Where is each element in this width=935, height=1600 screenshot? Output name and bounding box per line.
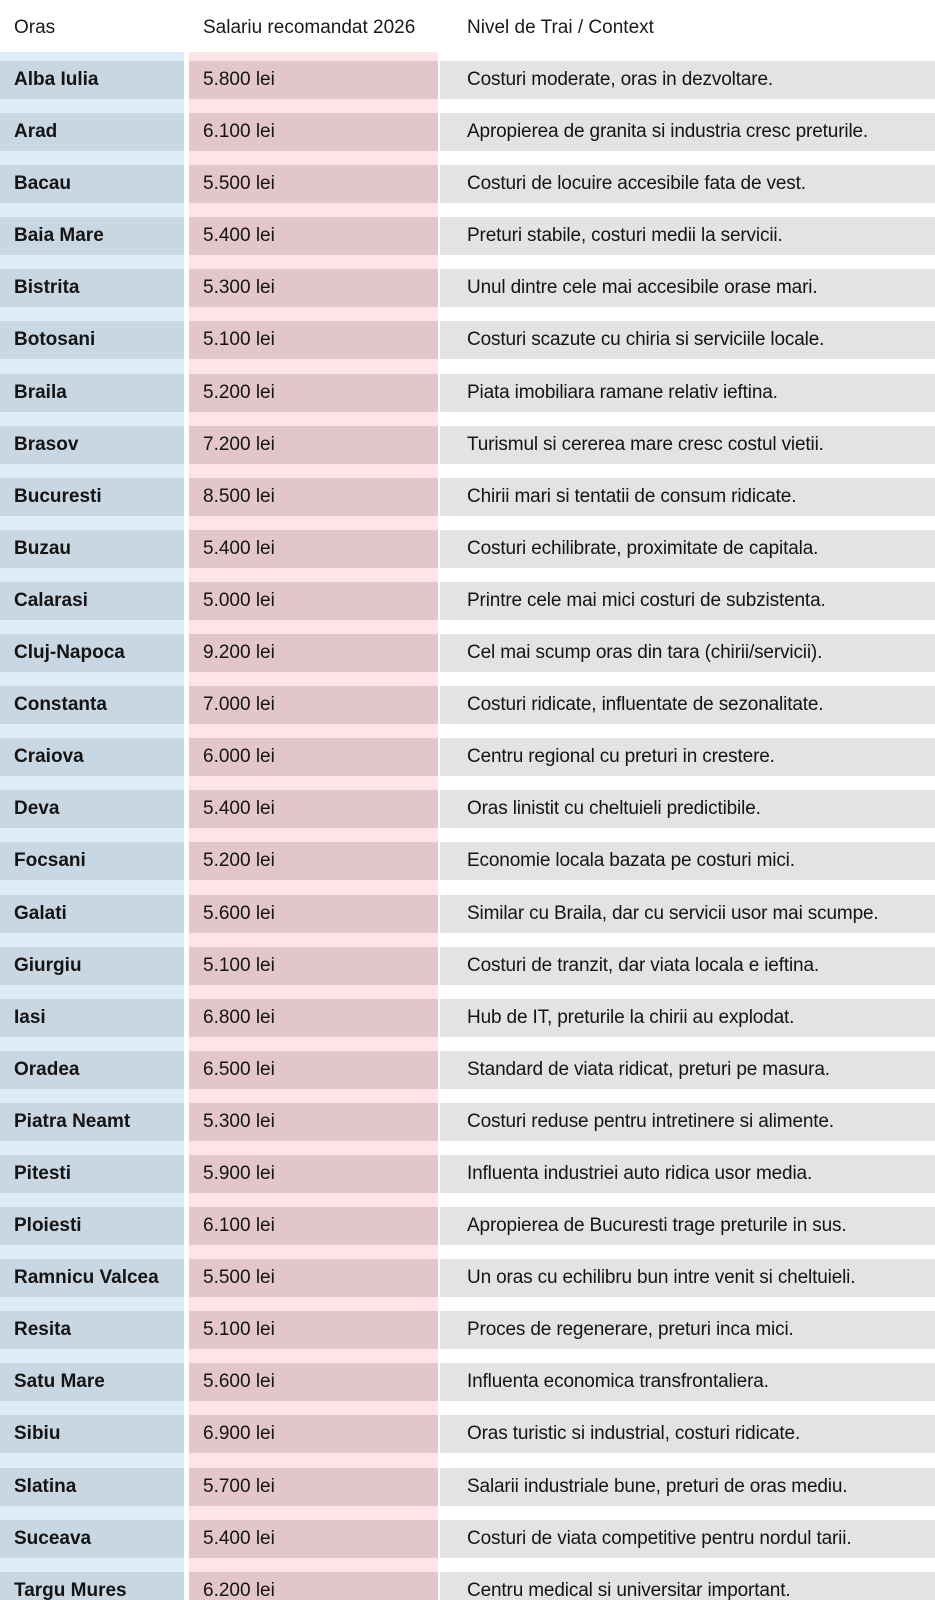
context-cell: Oras linistit cu cheltuieli predictibile. bbox=[440, 790, 935, 828]
context-cell: Piata imobiliara ramane relativ ieftina. bbox=[440, 374, 935, 412]
context-cell: Economie locala bazata pe costuri mici. bbox=[440, 842, 935, 880]
context-cell: Centru medical si universitar important. bbox=[440, 1572, 935, 1600]
context-cell: Costuri reduse pentru intretinere si alimente. bbox=[440, 1103, 935, 1141]
salary-cell: 5.100 lei bbox=[189, 1311, 438, 1349]
context-cell: Salarii industriale bune, preturi de oras mediu. bbox=[440, 1468, 935, 1506]
table-row bbox=[0, 426, 935, 478]
context-cell: Unul dintre cele mai accesibile orase mari. bbox=[440, 269, 935, 307]
salary-cell: 5.500 lei bbox=[189, 165, 438, 203]
context-cell: Costuri de tranzit, dar viata locala e ieftina. bbox=[440, 947, 935, 985]
salary-cell: 7.000 lei bbox=[189, 686, 438, 724]
salary-cell: 5.300 lei bbox=[189, 1103, 438, 1141]
table-row bbox=[0, 999, 935, 1051]
context-cell: Cel mai scump oras din tara (chirii/servicii). bbox=[440, 634, 935, 672]
city-cell: Bucuresti bbox=[0, 478, 184, 516]
city-cell: Piatra Neamt bbox=[0, 1103, 184, 1141]
context-cell: Costuri moderate, oras in dezvoltare. bbox=[440, 61, 935, 99]
salary-cell: 6.100 lei bbox=[189, 113, 438, 151]
table-row bbox=[0, 1051, 935, 1103]
salary-cell: 5.000 lei bbox=[189, 582, 438, 620]
city-cell: Calarasi bbox=[0, 582, 184, 620]
table-row bbox=[0, 1103, 935, 1155]
header-salary: Salariu recomandat 2026 bbox=[203, 17, 416, 38]
table-row bbox=[0, 217, 935, 269]
table-row bbox=[0, 1415, 935, 1467]
salary-cell: 6.800 lei bbox=[189, 999, 438, 1037]
table-row bbox=[0, 61, 935, 113]
table-row bbox=[0, 895, 935, 947]
table-header bbox=[0, 0, 935, 52]
salary-cell: 5.700 lei bbox=[189, 1468, 438, 1506]
city-cell: Resita bbox=[0, 1311, 184, 1349]
context-cell: Costuri de viata competitive pentru nordul tarii. bbox=[440, 1520, 935, 1558]
salary-cell: 5.600 lei bbox=[189, 1363, 438, 1401]
city-cell: Ploiesti bbox=[0, 1207, 184, 1245]
table-row bbox=[0, 1363, 935, 1415]
city-cell: Arad bbox=[0, 113, 184, 151]
city-cell: Bistrita bbox=[0, 269, 184, 307]
city-cell: Brasov bbox=[0, 426, 184, 464]
salary-cell: 5.200 lei bbox=[189, 374, 438, 412]
salary-cell: 5.100 lei bbox=[189, 321, 438, 359]
city-cell: Suceava bbox=[0, 1520, 184, 1558]
context-cell: Printre cele mai mici costuri de subzistenta. bbox=[440, 582, 935, 620]
salary-cell: 5.100 lei bbox=[189, 947, 438, 985]
context-cell: Preturi stabile, costuri medii la servicii. bbox=[440, 217, 935, 255]
city-cell: Botosani bbox=[0, 321, 184, 359]
city-cell: Constanta bbox=[0, 686, 184, 724]
city-cell: Alba Iulia bbox=[0, 61, 184, 99]
salary-cell: 6.000 lei bbox=[189, 738, 438, 776]
table-row bbox=[0, 582, 935, 634]
context-cell: Influenta industriei auto ridica usor media. bbox=[440, 1155, 935, 1193]
table-row bbox=[0, 321, 935, 373]
city-cell: Bacau bbox=[0, 165, 184, 203]
table-row bbox=[0, 165, 935, 217]
table-row bbox=[0, 634, 935, 686]
context-cell: Turismul si cererea mare cresc costul vietii. bbox=[440, 426, 935, 464]
context-cell: Costuri ridicate, influentate de sezonalitate. bbox=[440, 686, 935, 724]
context-cell: Proces de regenerare, preturi inca mici. bbox=[440, 1311, 935, 1349]
city-cell: Baia Mare bbox=[0, 217, 184, 255]
salary-cell: 5.900 lei bbox=[189, 1155, 438, 1193]
table-row bbox=[0, 1207, 935, 1259]
context-cell: Apropierea de Bucuresti trage preturile in sus. bbox=[440, 1207, 935, 1245]
city-cell: Buzau bbox=[0, 530, 184, 568]
salary-cell: 9.200 lei bbox=[189, 634, 438, 672]
city-cell: Galati bbox=[0, 895, 184, 933]
table-row bbox=[0, 790, 935, 842]
table-row bbox=[0, 947, 935, 999]
table-row bbox=[0, 113, 935, 165]
salary-cell: 5.400 lei bbox=[189, 217, 438, 255]
table-body bbox=[0, 61, 935, 1600]
table-row bbox=[0, 1468, 935, 1520]
header-context: Nivel de Trai / Context bbox=[467, 17, 654, 38]
city-cell: Satu Mare bbox=[0, 1363, 184, 1401]
context-cell: Un oras cu echilibru bun intre venit si cheltuieli. bbox=[440, 1259, 935, 1297]
table-row bbox=[0, 269, 935, 321]
table-row bbox=[0, 1520, 935, 1572]
city-cell: Ramnicu Valcea bbox=[0, 1259, 184, 1297]
context-cell: Oras turistic si industrial, costuri ridicate. bbox=[440, 1415, 935, 1453]
context-cell: Chirii mari si tentatii de consum ridicate. bbox=[440, 478, 935, 516]
salary-cell: 6.100 lei bbox=[189, 1207, 438, 1245]
context-cell: Similar cu Braila, dar cu servicii usor mai scumpe. bbox=[440, 895, 935, 933]
salary-cell: 8.500 lei bbox=[189, 478, 438, 516]
salary-cell: 5.600 lei bbox=[189, 895, 438, 933]
salary-cell: 5.300 lei bbox=[189, 269, 438, 307]
city-cell: Iasi bbox=[0, 999, 184, 1037]
table-row bbox=[0, 1572, 935, 1600]
table-row bbox=[0, 686, 935, 738]
salary-cell: 5.800 lei bbox=[189, 61, 438, 99]
city-cell: Cluj-Napoca bbox=[0, 634, 184, 672]
context-cell: Costuri de locuire accesibile fata de vest. bbox=[440, 165, 935, 203]
salary-cell: 6.900 lei bbox=[189, 1415, 438, 1453]
city-cell: Giurgiu bbox=[0, 947, 184, 985]
city-cell: Targu Mures bbox=[0, 1572, 184, 1600]
salary-cell: 5.400 lei bbox=[189, 790, 438, 828]
city-cell: Deva bbox=[0, 790, 184, 828]
header-city: Oras bbox=[14, 17, 56, 38]
city-cell: Slatina bbox=[0, 1468, 184, 1506]
table-row bbox=[0, 1311, 935, 1363]
salary-cell: 5.400 lei bbox=[189, 1520, 438, 1558]
city-cell: Focsani bbox=[0, 842, 184, 880]
context-cell: Hub de IT, preturile la chirii au explodat. bbox=[440, 999, 935, 1037]
table-row bbox=[0, 1155, 935, 1207]
city-cell: Oradea bbox=[0, 1051, 184, 1089]
context-cell: Costuri scazute cu chiria si serviciile locale. bbox=[440, 321, 935, 359]
context-cell: Apropierea de granita si industria cresc preturile. bbox=[440, 113, 935, 151]
city-cell: Craiova bbox=[0, 738, 184, 776]
context-cell: Standard de viata ridicat, preturi pe masura. bbox=[440, 1051, 935, 1089]
table-row bbox=[0, 842, 935, 894]
table-row bbox=[0, 374, 935, 426]
salary-cell: 5.400 lei bbox=[189, 530, 438, 568]
table-row bbox=[0, 1259, 935, 1311]
table-row bbox=[0, 530, 935, 582]
salary-cell: 7.200 lei bbox=[189, 426, 438, 464]
city-cell: Pitesti bbox=[0, 1155, 184, 1193]
table-row bbox=[0, 478, 935, 530]
city-cell: Braila bbox=[0, 374, 184, 412]
salary-cell: 6.500 lei bbox=[189, 1051, 438, 1089]
context-cell: Influenta economica transfrontaliera. bbox=[440, 1363, 935, 1401]
salary-cell: 5.200 lei bbox=[189, 842, 438, 880]
salary-cell: 5.500 lei bbox=[189, 1259, 438, 1297]
salary-cell: 6.200 lei bbox=[189, 1572, 438, 1600]
context-cell: Centru regional cu preturi in crestere. bbox=[440, 738, 935, 776]
table-row bbox=[0, 738, 935, 790]
context-cell: Costuri echilibrate, proximitate de capitala. bbox=[440, 530, 935, 568]
city-cell: Sibiu bbox=[0, 1415, 184, 1453]
